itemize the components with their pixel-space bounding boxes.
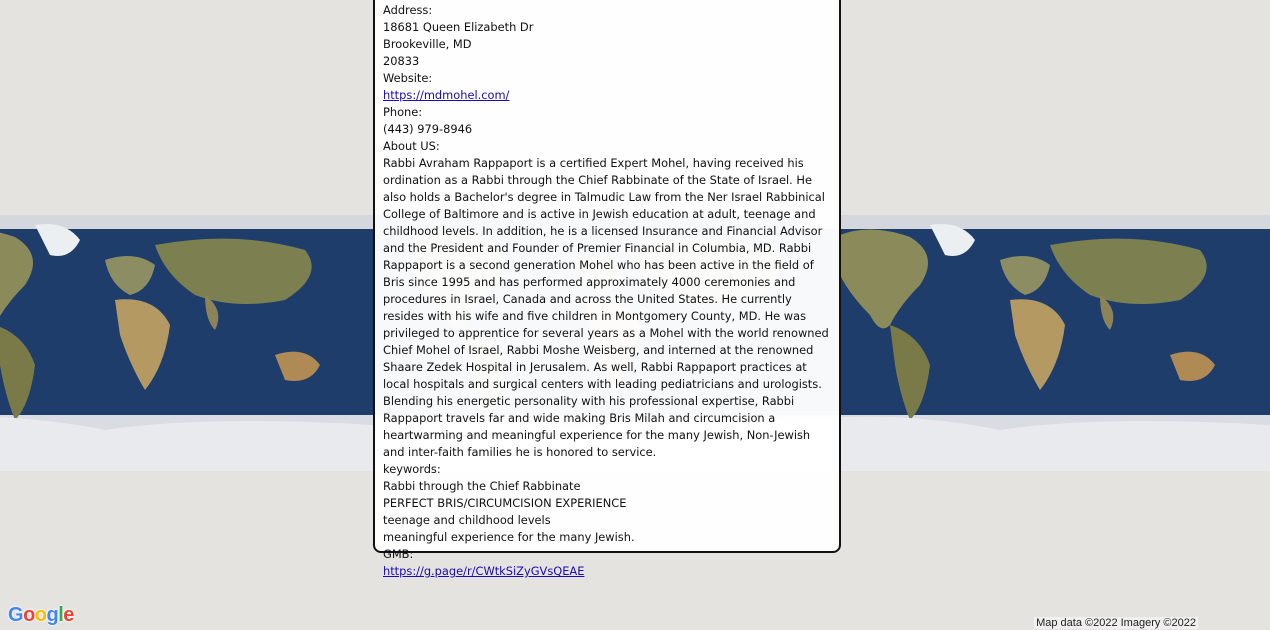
keyword-item: PERFECT BRIS/CIRCUMCISION EXPERIENCE: [383, 496, 627, 510]
keyword-item: meaningful experience for the many Jewish.: [383, 530, 635, 544]
keywords-label: keywords:: [383, 462, 441, 476]
phone-label: Phone:: [383, 105, 423, 119]
address-zip: 20833: [383, 54, 420, 68]
google-logo[interactable]: Google: [8, 604, 74, 626]
keyword-item: teenage and childhood levels: [383, 513, 551, 527]
about-text: Rabbi Avraham Rappaport is a certified Expert Mohel, having received his ordination as a Rabbi through the Chief Rabbinate of the State of Israel. He also holds a Bachelor's degree in Talmudic Law from the Ner Israel Rabbinical College of Baltimore and is active in Jewish education at adult, teenage and childhood levels. In addition, he is a licensed Insurance and Financial Advisor and the President and Founder of Premier Financial in Columbia, MD. Rabbi Rappaport is a second generation Mohel who has been active in the field of Bris since 1995 and has performed approximately 4000 ceremonies and procedures in Israel, Canada and across the United States. He currently resides with his wife and five children in Montgomery County, MD. He was privileged to apprentice for several years as a Mohel with the world renowned Chief Mohel of Israel, Rabbi Moshe Weisberg, and interned at the renowned Shaare Zedek Hospital in Jerusalem. As well, Rabbi Rappaport practices at local hospitals and surgical centers with leading pediatricians and urologists. Blending his energetic personality with his professional expertise, Rabbi Rappaport travels far and wide making Bris Milah and circumcision a heartwarming and meaningful experience for the many Jewish, Non-Jewish and inter-faith families he is honored to service.: [383, 156, 829, 459]
address-street: 18681 Queen Elizabeth Dr: [383, 20, 534, 34]
map-attribution[interactable]: Map data ©2022 Imagery ©2022: [1036, 617, 1196, 629]
info-window: [373, 0, 841, 578]
gmb-label: GMB:: [383, 547, 414, 561]
phone-number: (443) 979-8946: [383, 122, 473, 136]
website-label: Website:: [383, 71, 433, 85]
about-label: About US:: [383, 139, 440, 153]
gmb-link[interactable]: https://g.page/r/CWtkSiZyGVsQEAE: [383, 564, 585, 578]
world-map-tile: [0, 215, 375, 471]
address-city: Brookeville, MD: [383, 37, 472, 51]
world-map-tile: [800, 215, 1270, 471]
website-link[interactable]: https://mdmohel.com/: [383, 88, 510, 102]
keyword-item: Rabbi through the Chief Rabbinate: [383, 479, 581, 493]
address-label: Address:: [383, 3, 433, 17]
